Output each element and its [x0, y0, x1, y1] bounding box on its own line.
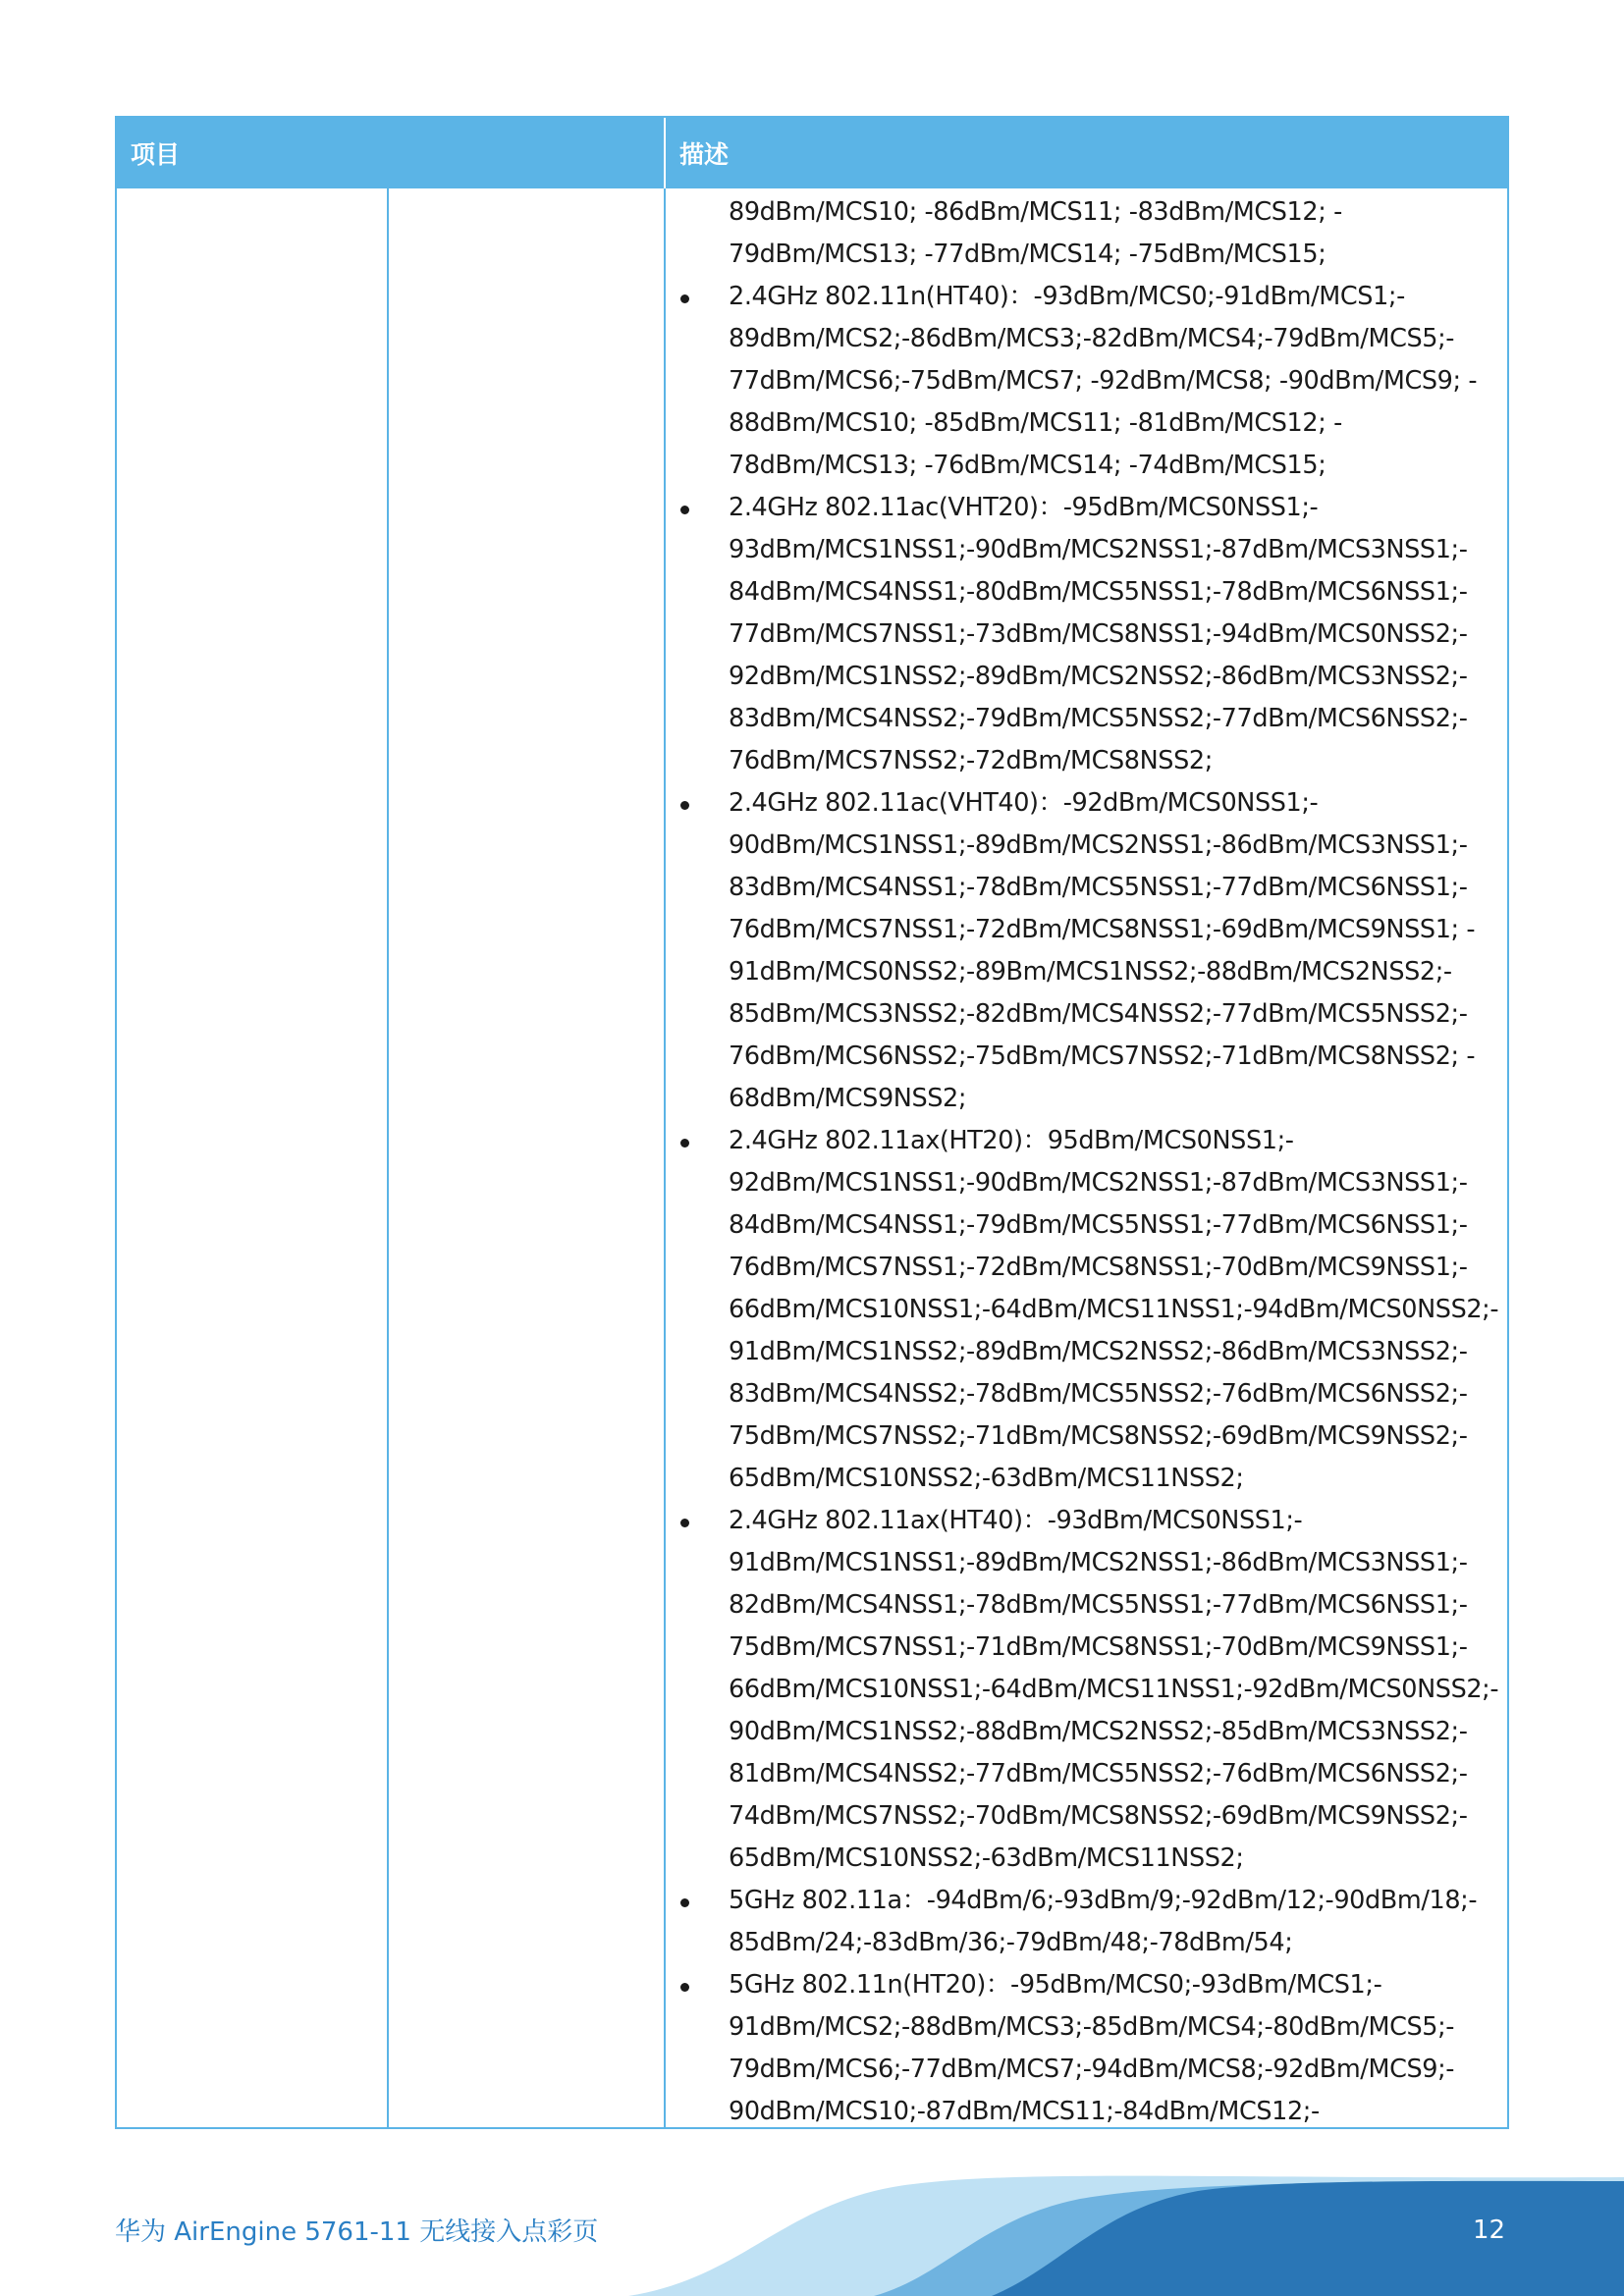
line-text: 90dBm/MCS1NSS1;-89dBm/MCS2NSS1;-86dBm/MCS3NSS1;- [729, 830, 1468, 860]
line-text: 93dBm/MCS1NSS1;-90dBm/MCS2NSS1;-87dBm/MCS3NSS1;- [729, 535, 1468, 564]
continuation-line [676, 656, 1497, 698]
continuation-line [676, 2049, 1497, 2091]
continuation-line [676, 2006, 1497, 2049]
line-text: 76dBm/MCS7NSS1;-72dBm/MCS8NSS1;-70dBm/MCS9NSS1;- [729, 1253, 1468, 1282]
bullet-dot-icon [680, 1880, 694, 1922]
line-text: 66dBm/MCS10NSS1;-64dBm/MCS11NSS1;-92dBm/MCS0NSS2;- [729, 1675, 1499, 1704]
line-text: 74dBm/MCS7NSS2;-70dBm/MCS8NSS2;-69dBm/MCS9NSS2;- [729, 1801, 1468, 1831]
bullet-line [676, 487, 1497, 529]
line-text: 90dBm/MCS10;-87dBm/MCS11;-84dBm/MCS12;- [729, 2097, 1320, 2126]
line-text: 76dBm/MCS7NSS2;-72dBm/MCS8NSS2; [729, 746, 1213, 775]
header-description: 描述 [679, 140, 730, 169]
continuation-line [676, 318, 1497, 360]
continuation-line [676, 1247, 1497, 1289]
item-cell [117, 188, 389, 2127]
bullet-line [676, 1880, 1497, 1922]
line-text: 2.4GHz 802.11ac(VHT40)：-92dBm/MCS0NSS1;- [729, 788, 1319, 818]
line-text: 83dBm/MCS4NSS1;-78dBm/MCS5NSS1;-77dBm/MCS6NSS1;- [729, 873, 1468, 902]
bullet-line [676, 1500, 1497, 1542]
line-text: 89dBm/MCS2;-86dBm/MCS3;-82dBm/MCS4;-79dBm/MCS5;- [729, 324, 1455, 353]
bullet-line [676, 276, 1497, 318]
line-text: 79dBm/MCS13; -77dBm/MCS14; -75dBm/MCS15; [729, 240, 1326, 269]
line-text: 79dBm/MCS6;-77dBm/MCS7;-94dBm/MCS8;-92dBm/MCS9;- [729, 2055, 1455, 2084]
line-text: 75dBm/MCS7NSS2;-71dBm/MCS8NSS2;-69dBm/MCS9NSS2;- [729, 1421, 1468, 1451]
spec-table [115, 116, 1509, 2129]
line-text: 75dBm/MCS7NSS1;-71dBm/MCS8NSS1;-70dBm/MCS9NSS1;- [729, 1632, 1468, 1662]
bullet-dot-icon [680, 1120, 694, 1162]
continuation-line [676, 993, 1497, 1036]
line-text: 85dBm/24;-83dBm/36;-79dBm/48;-78dBm/54; [729, 1928, 1293, 1957]
continuation-line [676, 1795, 1497, 1838]
continuation-line [676, 1458, 1497, 1500]
line-text: 89dBm/MCS10; -86dBm/MCS11; -83dBm/MCS12; - [729, 197, 1342, 227]
line-text: 91dBm/MCS0NSS2;-89Bm/MCS1NSS2;-88dBm/MCS2NSS2;- [729, 957, 1452, 987]
continuation-line [676, 360, 1497, 402]
table-body-row [117, 188, 1507, 2127]
bullet-line [676, 1964, 1497, 2006]
line-text: 65dBm/MCS10NSS2;-63dBm/MCS11NSS2; [729, 1843, 1244, 1873]
continuation-line [676, 1669, 1497, 1711]
line-text: 82dBm/MCS4NSS1;-78dBm/MCS5NSS1;-77dBm/MCS6NSS1;- [729, 1590, 1468, 1620]
continuation-line [676, 1373, 1497, 1415]
table-header-row [117, 118, 1507, 188]
bullet-line [676, 782, 1497, 825]
line-text: 84dBm/MCS4NSS1;-80dBm/MCS5NSS1;-78dBm/MCS6NSS1;- [729, 577, 1468, 607]
bullet-dot-icon [680, 487, 694, 529]
continuation-line [676, 1753, 1497, 1795]
bullet-dot-icon [680, 782, 694, 825]
continuation-line [676, 1711, 1497, 1753]
continuation-line [676, 1204, 1497, 1247]
continuation-line [676, 191, 1497, 234]
line-text: 92dBm/MCS1NSS1;-90dBm/MCS2NSS1;-87dBm/MCS3NSS1;- [729, 1168, 1468, 1198]
line-text: 2.4GHz 802.11ax(HT20)：95dBm/MCS0NSS1;- [729, 1126, 1294, 1155]
description-cell [666, 188, 1507, 2127]
line-text: 78dBm/MCS13; -76dBm/MCS14; -74dBm/MCS15; [729, 451, 1326, 480]
line-text: 84dBm/MCS4NSS1;-79dBm/MCS5NSS1;-77dBm/MCS6NSS1;- [729, 1210, 1468, 1240]
continuation-line [676, 445, 1497, 487]
line-text: 91dBm/MCS2;-88dBm/MCS3;-85dBm/MCS4;-80dBm/MCS5;- [729, 2012, 1455, 2042]
line-text: 66dBm/MCS10NSS1;-64dBm/MCS11NSS1;-94dBm/MCS0NSS2;- [729, 1295, 1499, 1324]
continuation-line [676, 1036, 1497, 1078]
continuation-line [676, 1838, 1497, 1880]
line-text: 76dBm/MCS6NSS2;-75dBm/MCS7NSS2;-71dBm/MCS8NSS2; - [729, 1041, 1476, 1071]
continuation-line [676, 571, 1497, 614]
continuation-line [676, 1542, 1497, 1584]
line-text: 77dBm/MCS7NSS1;-73dBm/MCS8NSS1;-94dBm/MCS0NSS2;- [729, 619, 1468, 649]
continuation-line [676, 1415, 1497, 1458]
continuation-line [676, 234, 1497, 276]
line-text: 83dBm/MCS4NSS2;-78dBm/MCS5NSS2;-76dBm/MCS6NSS2;- [729, 1379, 1468, 1409]
bullet-dot-icon [680, 1964, 694, 2006]
continuation-line [676, 1922, 1497, 1964]
bullet-line [676, 1120, 1497, 1162]
continuation-line [676, 2091, 1497, 2127]
line-text: 90dBm/MCS1NSS2;-88dBm/MCS2NSS2;-85dBm/MCS3NSS2;- [729, 1717, 1468, 1746]
continuation-line [676, 909, 1497, 951]
continuation-line [676, 951, 1497, 993]
bullet-dot-icon [680, 276, 694, 318]
continuation-line [676, 1078, 1497, 1120]
line-text: 2.4GHz 802.11ac(VHT20)：-95dBm/MCS0NSS1;- [729, 493, 1319, 522]
continuation-line [676, 1331, 1497, 1373]
line-text: 81dBm/MCS4NSS2;-77dBm/MCS5NSS2;-76dBm/MCS6NSS2;- [729, 1759, 1468, 1789]
line-text: 91dBm/MCS1NSS1;-89dBm/MCS2NSS1;-86dBm/MCS3NSS1;- [729, 1548, 1468, 1577]
continuation-line [676, 1627, 1497, 1669]
line-text: 76dBm/MCS7NSS1;-72dBm/MCS8NSS1;-69dBm/MCS9NSS1; - [729, 915, 1476, 944]
page-number: 12 [1473, 2216, 1506, 2245]
header-item: 项目 [117, 118, 666, 188]
continuation-line [676, 614, 1497, 656]
line-text: 91dBm/MCS1NSS2;-89dBm/MCS2NSS2;-86dBm/MCS3NSS2;- [729, 1337, 1468, 1366]
continuation-line [676, 698, 1497, 740]
line-text: 5GHz 802.11n(HT20)：-95dBm/MCS0;-93dBm/MCS1;- [729, 1970, 1382, 2000]
line-text: 88dBm/MCS10; -85dBm/MCS11; -81dBm/MCS12; - [729, 408, 1342, 438]
footer-document-title: 华为 AirEngine 5761-11 无线接入点彩页 [115, 2217, 599, 2247]
line-text: 2.4GHz 802.11ax(HT40)：-93dBm/MCS0NSS1;- [729, 1506, 1303, 1535]
line-text: 77dBm/MCS6;-75dBm/MCS7; -92dBm/MCS8; -90dBm/MCS9; - [729, 366, 1478, 396]
continuation-line [676, 740, 1497, 782]
continuation-line [676, 1162, 1497, 1204]
continuation-line [676, 825, 1497, 867]
line-text: 68dBm/MCS9NSS2; [729, 1084, 967, 1113]
continuation-line [676, 402, 1497, 445]
subitem-cell [389, 188, 666, 2127]
line-text: 65dBm/MCS10NSS2;-63dBm/MCS11NSS2; [729, 1464, 1244, 1493]
continuation-line [676, 1584, 1497, 1627]
line-text: 92dBm/MCS1NSS2;-89dBm/MCS2NSS2;-86dBm/MCS3NSS2;- [729, 662, 1468, 691]
line-text: 83dBm/MCS4NSS2;-79dBm/MCS5NSS2;-77dBm/MCS6NSS2;- [729, 704, 1468, 733]
line-text: 85dBm/MCS3NSS2;-82dBm/MCS4NSS2;-77dBm/MCS5NSS2;- [729, 999, 1468, 1029]
line-text: 5GHz 802.11a：-94dBm/6;-93dBm/9;-92dBm/12;-90dBm/18;- [729, 1886, 1478, 1915]
continuation-line [676, 529, 1497, 571]
bullet-dot-icon [680, 1500, 694, 1542]
continuation-line [676, 1289, 1497, 1331]
line-text: 2.4GHz 802.11n(HT40)：-93dBm/MCS0;-91dBm/MCS1;- [729, 282, 1405, 311]
continuation-line [676, 867, 1497, 909]
